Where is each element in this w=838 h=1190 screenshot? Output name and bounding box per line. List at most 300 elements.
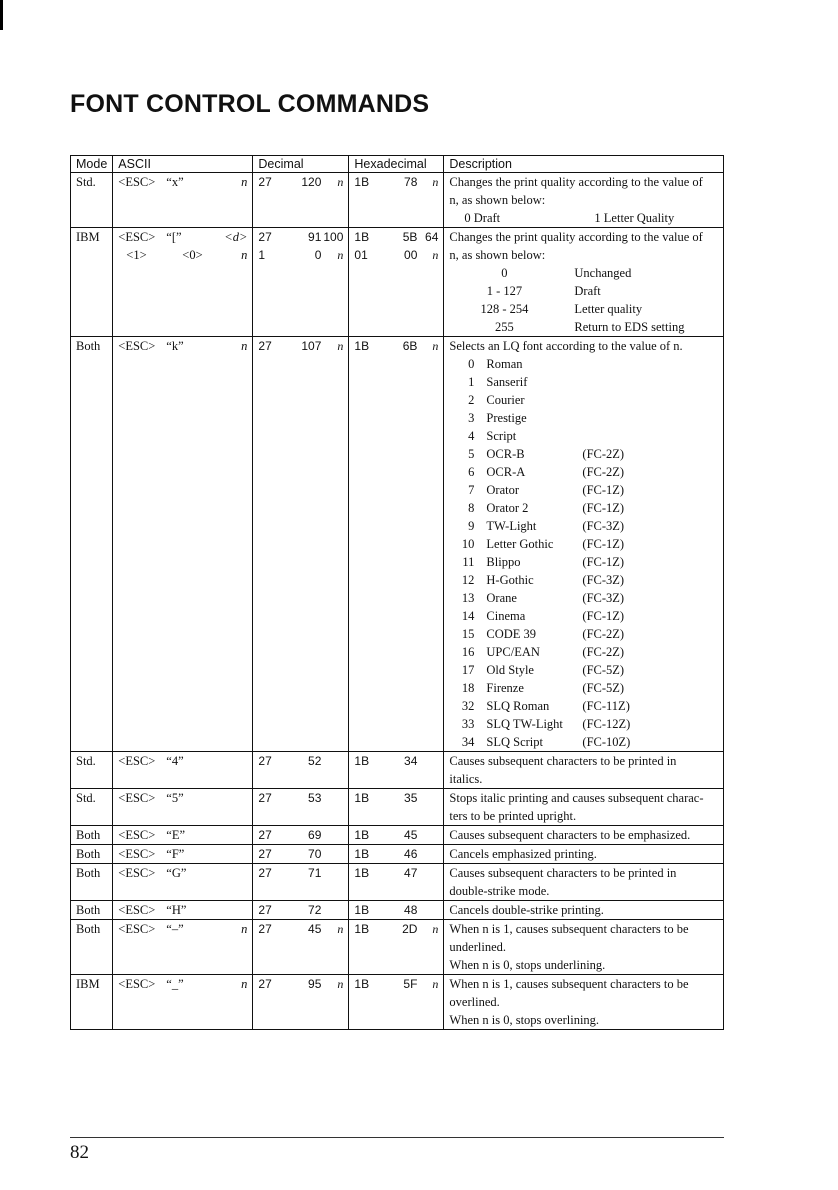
code-token: <ESC> [118, 922, 156, 936]
code-line [118, 975, 247, 993]
font-commands-table [70, 155, 724, 1030]
code-token: <ESC> [118, 791, 156, 805]
code-token [417, 845, 438, 863]
ascii-cell [113, 173, 253, 228]
code-token: 1B [354, 977, 370, 991]
font-option-number: 10 [461, 537, 475, 551]
font-option-row [449, 553, 718, 571]
code-token: 46 [404, 847, 418, 861]
code-line [354, 864, 438, 882]
table-row [71, 789, 724, 826]
code-token: 2D [402, 922, 418, 936]
code-token: 27 [258, 175, 272, 189]
code-token: 100 [323, 230, 344, 244]
code-line [118, 901, 247, 919]
code-line [258, 826, 343, 844]
font-option-number: 13 [461, 591, 475, 605]
code-line [118, 864, 247, 882]
header-description: Description [444, 156, 724, 173]
code-token: n [432, 175, 439, 189]
code-token [321, 826, 343, 844]
font-option-name: OCR-A [486, 465, 526, 479]
font-option-cartridge: (FC-1Z) [582, 609, 625, 623]
quality-option-row [449, 264, 718, 282]
code-token: n [432, 922, 439, 936]
code-token: n [241, 248, 248, 262]
code-line [258, 845, 343, 863]
font-option-number: 32 [461, 699, 475, 713]
code-token: 95 [308, 977, 322, 991]
code-token [417, 752, 438, 770]
description-line: Selects an LQ font according to the value of n. [449, 339, 683, 353]
code-token [321, 901, 343, 919]
font-option-row [449, 355, 718, 373]
code-token [224, 826, 247, 844]
font-option-row [449, 517, 718, 535]
code-line [354, 173, 438, 191]
code-line [354, 920, 438, 938]
description-line: italics. [449, 772, 483, 786]
font-option-name: CODE 39 [486, 627, 537, 641]
font-option-cartridge: (FC-11Z) [582, 699, 630, 713]
font-option-row [449, 733, 718, 751]
quality-option-row [449, 209, 718, 227]
font-option-cartridge: (FC-3Z) [582, 591, 625, 605]
font-option-number: 5 [468, 447, 475, 461]
code-token: <1> [126, 248, 147, 262]
code-token: 35 [404, 791, 418, 805]
code-token: <ESC> [118, 977, 156, 991]
description-line: When n is 0, stops overlining. [449, 1013, 600, 1027]
code-line [354, 337, 438, 355]
font-option-cartridge: (FC-5Z) [582, 663, 625, 677]
header-decimal: Decimal [253, 156, 349, 173]
ascii-cell [113, 901, 253, 920]
quality-option: 1 Letter Quality [594, 211, 675, 225]
font-option-row [449, 607, 718, 625]
code-token: 1B [354, 828, 370, 842]
font-option-row [449, 571, 718, 589]
hex-cell [349, 975, 444, 1030]
font-option-cartridge: (FC-2Z) [582, 447, 625, 461]
code-token [417, 864, 438, 882]
code-token: 64 [425, 230, 439, 244]
font-option-number: 33 [461, 717, 475, 731]
font-option-row [449, 715, 718, 733]
description-cell [444, 789, 724, 826]
code-token: n [337, 248, 344, 262]
font-option-name: Cinema [486, 609, 526, 623]
code-token: <0> [182, 248, 203, 262]
quality-option: Letter quality [574, 302, 643, 316]
decimal-cell [253, 901, 349, 920]
quality-option: Draft [574, 284, 601, 298]
decimal-cell [253, 789, 349, 826]
code-token: 27 [258, 903, 272, 917]
hex-cell [349, 920, 444, 975]
code-token: 1B [354, 230, 370, 244]
code-line [258, 789, 343, 807]
header-mode: Mode [71, 156, 113, 173]
code-token [321, 752, 343, 770]
font-option-row [449, 427, 718, 445]
description-line: Changes the print quality according to the value of [449, 230, 703, 244]
ascii-cell [113, 826, 253, 845]
decimal-cell [253, 337, 349, 752]
font-option-number: 8 [468, 501, 475, 515]
font-option-cartridge: (FC-2Z) [582, 465, 625, 479]
code-token: “H” [166, 903, 187, 917]
font-option-cartridge: (FC-3Z) [582, 519, 625, 533]
code-token [321, 845, 343, 863]
font-option-number: 6 [468, 465, 475, 479]
code-token: 5B [402, 230, 418, 244]
quality-option: 128 - 254 [480, 302, 529, 316]
code-token: 27 [258, 230, 272, 244]
quality-option: 255 [495, 320, 514, 334]
description-line: n, as shown below: [449, 193, 546, 207]
quality-option: 0 [501, 266, 508, 280]
code-token [224, 901, 247, 919]
font-option-name: H-Gothic [486, 573, 534, 587]
font-option-number: 34 [461, 735, 475, 749]
description-line: Causes subsequent characters to be printed in [449, 754, 677, 768]
font-option-name: OCR-B [486, 447, 525, 461]
code-token: 0 [314, 248, 322, 262]
font-option-name: Old Style [486, 663, 534, 677]
table-row [71, 864, 724, 901]
decimal-cell [253, 975, 349, 1030]
font-option-number: 4 [468, 429, 475, 443]
font-option-number: 9 [468, 519, 475, 533]
code-token: “5” [166, 791, 184, 805]
code-token: “–” [166, 922, 184, 936]
code-token: 1B [354, 791, 370, 805]
code-token: n [241, 922, 248, 936]
font-option-number: 2 [468, 393, 475, 407]
font-option-number: 3 [468, 411, 475, 425]
page-number: 82 [70, 1142, 89, 1163]
mode-cell: IBM [71, 228, 113, 337]
font-option-row [449, 481, 718, 499]
description-line: Changes the print quality according to the value of [449, 175, 703, 189]
font-option-cartridge: (FC-3Z) [582, 573, 625, 587]
code-token: <ESC> [118, 866, 156, 880]
code-token [417, 826, 438, 844]
decimal-cell [253, 864, 349, 901]
code-token: 27 [258, 339, 272, 353]
mode-cell: Both [71, 337, 113, 752]
code-token: <ESC> [118, 828, 156, 842]
code-token: n [432, 248, 439, 262]
code-line [118, 337, 247, 355]
code-line [258, 864, 343, 882]
code-line [258, 920, 343, 938]
header-ascii: ASCII [113, 156, 253, 173]
code-line [354, 975, 438, 993]
code-token: 71 [308, 866, 322, 880]
code-line [118, 246, 247, 264]
font-option-number: 14 [461, 609, 475, 623]
mode-cell: Both [71, 845, 113, 864]
code-token: 91 [308, 230, 322, 244]
code-token: 72 [308, 903, 322, 917]
code-line [258, 901, 343, 919]
code-token: 1 [258, 248, 266, 262]
code-token [224, 789, 247, 807]
font-option-number: 1 [468, 375, 475, 389]
table-row [71, 920, 724, 975]
font-option-name: Firenze [486, 681, 524, 695]
description-cell [444, 864, 724, 901]
code-token: <ESC> [118, 754, 156, 768]
code-token: <ESC> [118, 903, 156, 917]
code-line [354, 901, 438, 919]
ascii-cell [113, 975, 253, 1030]
code-token: “x” [166, 175, 184, 189]
code-token: 27 [258, 847, 272, 861]
description-cell [444, 826, 724, 845]
code-line [354, 789, 438, 807]
code-token: n [337, 175, 344, 189]
code-token: “4” [166, 754, 184, 768]
code-token [224, 845, 247, 863]
description-cell [444, 337, 724, 752]
font-option-name: Blippo [486, 555, 521, 569]
code-token: 45 [308, 922, 322, 936]
font-option-number: 18 [461, 681, 475, 695]
code-token: 47 [404, 866, 418, 880]
code-line [118, 920, 247, 938]
font-option-number: 17 [461, 663, 475, 677]
description-line: When n is 1, causes subsequent characters to be [449, 922, 689, 936]
font-option-name: Letter Gothic [486, 537, 554, 551]
decimal-cell [253, 228, 349, 337]
mode-cell: Std. [71, 752, 113, 789]
hex-cell [349, 901, 444, 920]
table-row [71, 826, 724, 845]
code-token: 27 [258, 791, 272, 805]
font-option-row [449, 535, 718, 553]
code-token: <ESC> [118, 230, 156, 244]
mode-cell: Both [71, 864, 113, 901]
code-token: 120 [301, 175, 322, 189]
font-option-name: Sanserif [486, 375, 528, 389]
code-token: 70 [308, 847, 322, 861]
code-line [354, 246, 438, 264]
code-line [118, 173, 247, 191]
description-line: Stops italic printing and causes subsequent charac- [449, 791, 704, 805]
font-option-name: Roman [486, 357, 523, 371]
font-option-name: SLQ TW-Light [486, 717, 563, 731]
decimal-cell [253, 752, 349, 789]
font-option-name: Orane [486, 591, 517, 605]
font-option-name: SLQ Script [486, 735, 544, 749]
quality-option: 0 Draft [464, 211, 501, 225]
font-option-row [449, 409, 718, 427]
code-token: 45 [404, 828, 418, 842]
code-token: 53 [308, 791, 322, 805]
code-token: 52 [308, 754, 322, 768]
description-line: overlined. [449, 995, 500, 1009]
description-cell [444, 920, 724, 975]
description-line: double-strike mode. [449, 884, 550, 898]
description-cell [444, 173, 724, 228]
font-option-cartridge: (FC-2Z) [582, 627, 625, 641]
code-token: 27 [258, 866, 272, 880]
code-token [321, 789, 343, 807]
font-option-row [449, 391, 718, 409]
ascii-cell [113, 228, 253, 337]
description-cell [444, 228, 724, 337]
font-option-row [449, 679, 718, 697]
quality-option: Unchanged [574, 266, 632, 280]
font-option-name: UPC/EAN [486, 645, 540, 659]
code-line [258, 337, 343, 355]
hex-cell [349, 228, 444, 337]
code-token: 1B [354, 903, 370, 917]
table-row [71, 228, 724, 337]
font-option-name: SLQ Roman [486, 699, 550, 713]
font-option-row [449, 589, 718, 607]
font-option-number: 0 [468, 357, 475, 371]
code-token: n [241, 175, 248, 189]
table-row [71, 752, 724, 789]
description-line: Causes subsequent characters to be emphasized. [449, 828, 691, 842]
font-option-number: 15 [461, 627, 475, 641]
ascii-cell [113, 845, 253, 864]
code-token: “G” [166, 866, 187, 880]
description-line: Cancels double-strike printing. [449, 903, 604, 917]
code-token: n [337, 977, 344, 991]
font-option-row [449, 625, 718, 643]
quality-option-row [449, 300, 718, 318]
code-token: 27 [258, 922, 272, 936]
font-option-cartridge: (FC-1Z) [582, 501, 625, 515]
font-option-name: TW-Light [486, 519, 537, 533]
table-row [71, 901, 724, 920]
code-line [118, 845, 247, 863]
ascii-cell [113, 789, 253, 826]
description-line: Cancels emphasized printing. [449, 847, 597, 861]
decimal-cell [253, 920, 349, 975]
page-title: FONT CONTROL COMMANDS [70, 90, 430, 118]
hex-cell [349, 752, 444, 789]
code-token: “E” [166, 828, 186, 842]
font-option-row [449, 499, 718, 517]
margin-mark [0, 0, 3, 30]
quality-option-row [449, 282, 718, 300]
code-token: “F” [166, 847, 185, 861]
font-option-row [449, 463, 718, 481]
code-token: 27 [258, 754, 272, 768]
code-token [224, 864, 247, 882]
code-token: 107 [301, 339, 322, 353]
code-line [258, 246, 343, 264]
code-token: “[” [166, 230, 182, 244]
code-token: n [337, 339, 344, 353]
code-token: 27 [258, 828, 272, 842]
code-token: 1B [354, 866, 370, 880]
description-cell [444, 901, 724, 920]
code-line [258, 975, 343, 993]
header-hexadecimal: Hexadecimal [349, 156, 444, 173]
quality-option: 1 - 127 [486, 284, 523, 298]
description-line: When n is 0, stops underlining. [449, 958, 606, 972]
code-token: 1B [354, 175, 370, 189]
hex-cell [349, 845, 444, 864]
code-token: 1B [354, 847, 370, 861]
ascii-cell [113, 920, 253, 975]
code-token: 27 [258, 977, 272, 991]
font-option-row [449, 373, 718, 391]
code-token: 6B [402, 339, 418, 353]
table-row [71, 975, 724, 1030]
hex-cell [349, 864, 444, 901]
code-line [118, 752, 247, 770]
quality-option: Return to EDS setting [574, 320, 685, 334]
code-line [258, 752, 343, 770]
font-option-row [449, 697, 718, 715]
description-line: ters to be printed upright. [449, 809, 577, 823]
code-line [354, 826, 438, 844]
code-line [258, 173, 343, 191]
font-option-number: 16 [461, 645, 475, 659]
hex-cell [349, 337, 444, 752]
code-token: n [432, 977, 439, 991]
code-token: 1B [354, 339, 370, 353]
description-cell [444, 845, 724, 864]
code-token: 78 [404, 175, 418, 189]
mode-cell: Both [71, 901, 113, 920]
code-token: 00 [404, 248, 418, 262]
decimal-cell [253, 845, 349, 864]
code-token: 34 [404, 754, 418, 768]
table-row [71, 173, 724, 228]
code-line [118, 826, 247, 844]
font-option-cartridge: (FC-1Z) [582, 537, 625, 551]
font-option-number: 12 [461, 573, 475, 587]
font-option-cartridge: (FC-5Z) [582, 681, 625, 695]
font-option-name: Orator [486, 483, 520, 497]
code-token [417, 901, 438, 919]
footer-rule [70, 1137, 724, 1138]
code-token: <ESC> [118, 175, 156, 189]
description-line: When n is 1, causes subsequent characters to be [449, 977, 689, 991]
font-option-row [449, 643, 718, 661]
code-token: 1B [354, 922, 370, 936]
font-option-cartridge: (FC-10Z) [582, 735, 631, 749]
code-token: <ESC> [118, 847, 156, 861]
font-option-cartridge: (FC-1Z) [582, 483, 625, 497]
mode-cell: Both [71, 826, 113, 845]
description-cell [444, 975, 724, 1030]
quality-option-row [449, 318, 718, 336]
code-token: “_” [166, 977, 184, 991]
code-token: 01 [354, 248, 368, 262]
decimal-cell [253, 173, 349, 228]
font-option-number: 7 [468, 483, 475, 497]
description-line: n, as shown below: [449, 248, 546, 262]
code-token: n [241, 977, 248, 991]
code-line [258, 228, 343, 246]
description-line: Causes subsequent characters to be printed in [449, 866, 677, 880]
table-row [71, 845, 724, 864]
ascii-cell [113, 752, 253, 789]
code-line [118, 228, 247, 246]
hex-cell [349, 173, 444, 228]
mode-cell: IBM [71, 975, 113, 1030]
